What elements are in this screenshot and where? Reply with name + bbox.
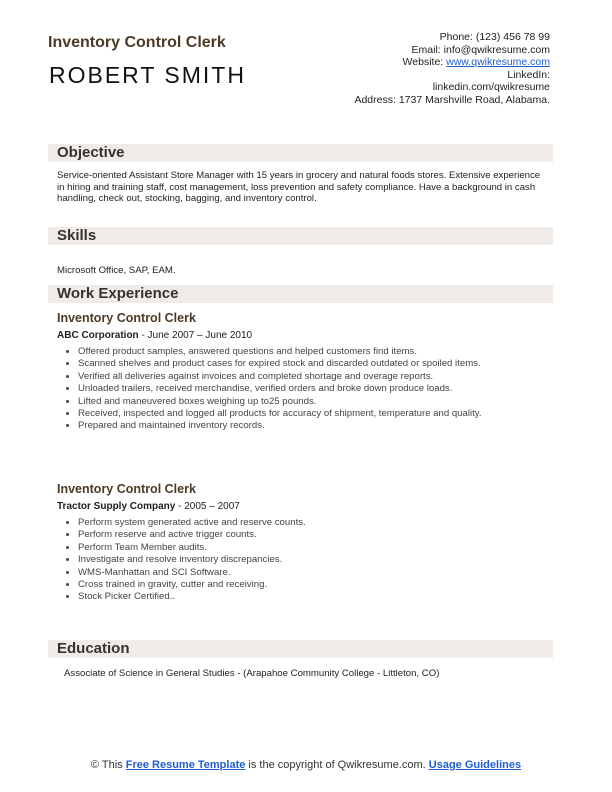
website-label: Website: xyxy=(402,56,444,69)
address-value: 1737 Marshville Road, Alabama. xyxy=(398,93,550,106)
job-company-line xyxy=(57,330,252,341)
copyright-footer xyxy=(0,759,612,773)
list-item: • Unloaded trailers, received merchandise, verified orders and broke down produce loads. xyxy=(78,383,553,395)
contact-phone xyxy=(330,31,550,44)
list-item: • WMS-Manhattan and SCI Software. xyxy=(78,567,553,579)
job-title: Inventory Control Clerk xyxy=(57,311,196,325)
email-value: info@qwikresume.com xyxy=(443,43,550,56)
skills-text: Microsoft Office, SAP, EAM. xyxy=(57,265,176,276)
list-item: • Stock Picker Certified.. xyxy=(78,591,553,603)
email-label: Email: xyxy=(411,43,441,56)
phone-label: Phone: xyxy=(439,31,473,43)
free-resume-template-link[interactable]: Free Resume Template xyxy=(125,759,246,771)
usage-guidelines-link[interactable]: Usage Guidelines xyxy=(428,759,522,771)
list-item: • Lifted and maneuvered boxes weighing up to25 pounds. xyxy=(78,396,553,408)
list-item: • Investigate and resolve inventory discrepancies. xyxy=(78,554,553,566)
contact-linkedin: linkedin.com/qwikresume xyxy=(432,81,550,94)
list-item: • Cross trained in gravity, cutter and receiving. xyxy=(78,579,553,591)
contact-linkedin-label: LinkedIn: xyxy=(507,68,550,81)
objective-text: Service-oriented Assistant Store Manager with 15 years in grocery and natural foods stores. Extensive experience in hiring and training staff, cost management, loss prevention and safety compliance. Have a background in cash handling, check out, stocking, bagging, and inventory control. xyxy=(57,170,541,204)
experience-heading: Work Experience xyxy=(57,285,179,302)
skills-heading: Skills xyxy=(57,227,97,244)
website-link[interactable]: www.qwikresume.com xyxy=(446,56,550,69)
contact-website xyxy=(330,56,550,69)
contact-email xyxy=(330,44,550,57)
footer-prefix: © This xyxy=(90,759,126,771)
list-item: • Received, inspected and logged all products for accuracy of shipment, temperature and quality. xyxy=(78,408,553,420)
candidate-name: ROBERT SMITH xyxy=(49,62,246,88)
list-item: • Scanned shelves and product cases for expired stock and discarded outdated or spoiled items. xyxy=(78,358,553,370)
skills-section-bar xyxy=(48,227,553,245)
list-item: • Prepared and maintained inventory records. xyxy=(78,420,553,432)
list-item: • Perform system generated active and reserve counts. xyxy=(78,517,553,529)
contact-address xyxy=(330,94,550,107)
list-item: • Verified all deliveries against invoices and completed shortage and overage reports. xyxy=(78,371,553,383)
contact-block xyxy=(330,31,550,107)
list-item: • Perform reserve and active trigger counts. xyxy=(78,529,553,541)
education-heading: Education xyxy=(57,640,130,657)
job-title: Inventory Control Clerk xyxy=(57,482,196,496)
job-bullets xyxy=(57,346,553,433)
company-name: ABC Corporation xyxy=(57,330,139,341)
job-bullets xyxy=(57,517,553,604)
list-item: • Offered product samples, answered questions and helped customers find items. xyxy=(78,346,553,358)
resume-job-title: Inventory Control Clerk xyxy=(48,34,226,51)
job-dates: - 2005 – 2007 xyxy=(175,501,240,512)
footer-middle: is the copyright of Qwikresume.com. xyxy=(245,759,429,771)
objective-heading: Objective xyxy=(57,144,125,161)
company-name: Tractor Supply Company xyxy=(57,501,176,512)
address-label: Address: xyxy=(354,93,396,106)
education-text: Associate of Science in General Studies - (Arapahoe Community College - Littleton, CO) xyxy=(64,668,440,679)
list-item: • Perform Team Member audits. xyxy=(78,542,553,554)
phone-value: (123) 456 78 99 xyxy=(475,31,550,43)
job-company-line xyxy=(57,501,240,512)
job-dates: - June 2007 – June 2010 xyxy=(138,330,253,341)
